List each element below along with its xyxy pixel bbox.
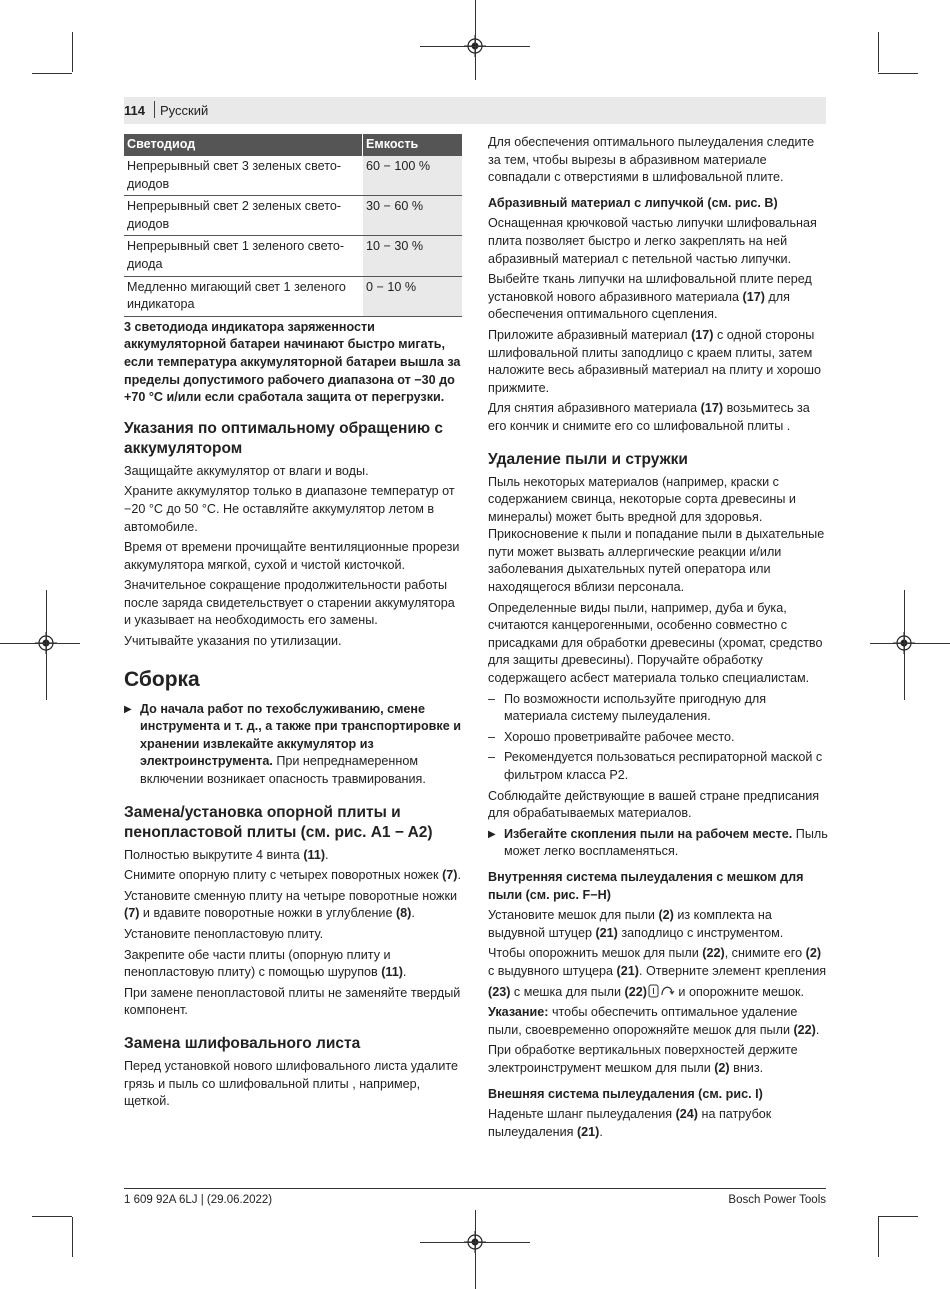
text: и вдавите поворотные ножки в углубление [139, 906, 396, 921]
paragraph [488, 907, 828, 942]
text: Наденьте шланг пылеудаления [488, 1107, 676, 1122]
table-cell: Непрерывный свет 2 зеленых свето-диодов [124, 196, 363, 236]
registration-line [475, 1210, 476, 1289]
text: Чтобы опорожнить мешок для пыли [488, 946, 703, 961]
table-cell: 30 − 60 % [363, 196, 463, 236]
section-heading-dust: Удаление пыли и стружки [488, 450, 688, 468]
battery-temperature-warning: 3 светодиода индикатора заряженности аккумуляторной батареи начинают быстро мигать, если температура аккумуляторной батареи вышла за пределы допустимого рабочего диапазона от −30 до +70 °C и/или если сработала защита от перегрузки. [124, 319, 461, 405]
paragraph: Время от времени прочищайте вентиляционные прорези аккумулятора мягкой, сухой и чистой кисточкой. [124, 540, 460, 572]
paragraph [488, 1042, 828, 1077]
part-reference: (2) [658, 908, 674, 923]
crop-mark [32, 1216, 72, 1217]
text: заподлицо с инструментом. [617, 925, 784, 940]
note-label: Указание: [488, 1005, 549, 1020]
note-paragraph: Указание: чтобы обеспечить оптимальное удаление пыли, своевременно опорожняйте мешок для пыли (22). [488, 1005, 820, 1037]
registration-line [0, 643, 80, 644]
text: Установите мешок для пыли [488, 908, 659, 923]
part-reference: (2) [714, 1060, 730, 1075]
crop-mark [878, 32, 879, 72]
text: с выдувного штуцера [488, 963, 617, 978]
table-header: Емкость [363, 134, 463, 156]
table-cell: Непрерывный свет 1 зеленого свето-диода [124, 236, 363, 276]
text: для обеспечения оптимального сцепления. [488, 289, 790, 322]
paragraph [488, 271, 828, 324]
text: Установите сменную плиту на четыре поворотные ножки [124, 888, 458, 903]
paragraph: Перед установкой нового шлифовального листа удалите грязь и пыль со шлифовальной плиты , например, щеткой. [124, 1058, 459, 1109]
text: на патрубок пылеудаления [488, 1107, 772, 1139]
table-header-row [124, 134, 462, 156]
paragraph: Закрепите обе части плиты (опорную плиту и пенопластовую плиту) с помощью шурупов (11). [124, 947, 407, 980]
footer-doc-id: 1 609 92A 6LJ | (29.06.2022) [124, 1194, 273, 1206]
part-reference: (17) [700, 401, 724, 416]
part-reference: (23) [488, 984, 511, 999]
header-divider [154, 101, 155, 118]
text: с мешка для пыли [510, 984, 625, 999]
table-cell: Медленно мигающий свет 1 зеленого индикатора [124, 276, 363, 316]
paragraph: Наденьте шланг пылеудаления (24) на патрубок пылеудаления (21). [488, 1107, 772, 1139]
part-reference: (21) [595, 925, 618, 940]
assembly-warning-bold: До начала работ по техобслуживанию, смене инструмента и т. д., а также при транспортировке и хранении извлекайте аккумулятор из электроинструмента. [140, 701, 461, 769]
text: Полностью выкрутите 4 винта [124, 847, 304, 862]
paragraph: Оснащенная крючковой частью липучки шлифовальная плита позволяет быстро и легко закреплять на ней абразивный материал с петельной частью липучки. [488, 216, 817, 266]
assembly-warning-text: При непреднамеренном включении возникает опасность травмирования. [140, 754, 426, 787]
paragraph: Пыль некоторых материалов (например, краски с содержанием свинца, некоторые сорта древесины и минералы) может быть вредной для здоровья. Прикосновение к пыли и попадание пыли в дыхательные пути может вызвать аллергические реакции и/или заболевания дыхательных путей оператора или находящегося вблизи персонала. [488, 474, 825, 595]
text: и опорожните мешок. [674, 984, 804, 999]
table-row [124, 156, 462, 196]
footer-brand: Bosch Power Tools [728, 1194, 826, 1206]
part-reference: (21) [616, 963, 639, 978]
page-language: Русский [160, 103, 209, 118]
part-reference: (22) [793, 1022, 816, 1037]
part-reference: (21) [576, 1124, 600, 1139]
part-reference: (7) [442, 868, 458, 883]
crop-mark [878, 73, 918, 74]
table-cell: Непрерывный свет 3 зеленых свето-диодов [124, 156, 363, 196]
text: Приложите абразивный материал [488, 327, 692, 342]
part-reference: (22) [702, 946, 725, 961]
text: Для снятия абразивного материала [488, 401, 701, 416]
text: из комплекта на выдувной штуцер [488, 908, 772, 940]
text: возьмитесь за его кончик и снимите его со шлифовальной плиты . [488, 401, 810, 433]
section-heading-internal-extraction: Внутренняя система пылеудаления с мешком для пыли (см. рис. F−H) [488, 869, 804, 902]
paragraph: Для обеспечения оптимального пылеудаления следите за тем, чтобы вырезы в абразивном материале совпадали с отверстиями в шлифовальной плите. [488, 135, 815, 185]
list-item: – Рекомендуется пользоваться респираторной маской с фильтром класса P2. [488, 749, 828, 784]
section-heading-velcro: Абразивный материал с липучкой (см. рис. B) [488, 195, 778, 210]
dust-warning-text: Пыль может легко воспламеняться. [504, 826, 828, 859]
part-reference: (7) [124, 906, 140, 921]
section-heading-external-extraction: Внешняя система пылеудаления (см. рис. I) [488, 1086, 763, 1101]
paragraph: Учитывайте указания по утилизации. [124, 634, 342, 649]
paragraph [488, 400, 828, 435]
part-reference: (24) [675, 1107, 698, 1122]
table-header: Светодиод [124, 134, 363, 156]
registration-line [475, 0, 476, 80]
paragraph: Полностью выкрутите 4 винта (11). [124, 847, 329, 862]
paragraph [488, 327, 828, 397]
paragraph: Соблюдайте действующие в вашей стране предписания для обрабатываемых материалов. [488, 788, 820, 821]
paragraph: Храните аккумулятор только в диапазоне температур от −20 °C до 50 °C. Не оставляйте аккумулятор летом в автомобиле. [124, 484, 455, 534]
part-reference: (22) [624, 984, 647, 999]
led-capacity-table [124, 134, 462, 317]
paragraph: Установите сменную плиту на четыре поворотные ножки (7) и вдавите поворотные ножки в углубление (8). [124, 888, 458, 921]
page-number: 114 [124, 103, 145, 118]
text: с одной стороны шлифовальной плиты заподлицо с краем плиты, затем наложите весь абразивный материал на плиту и хорошо прижмите. [488, 327, 822, 395]
assembly-warning [124, 701, 464, 789]
text: При обработке вертикальных поверхностей держите электроинструмент мешком для пыли [488, 1043, 798, 1075]
paragraph: Установите пенопластовую плиту. [124, 927, 324, 941]
text: Выбейте ткань липучки на шлифовальной плите перед установкой нового абразивного материала [488, 272, 812, 304]
section-heading-battery-care: Указания по оптимальному обращению с аккумулятором [124, 419, 444, 457]
list-item: – Хорошо проветривайте рабочее место. [488, 729, 828, 747]
dust-warning-bold: Избегайте скопления пыли на рабочем месте. [504, 826, 793, 841]
table-cell: 0 − 10 % [363, 276, 463, 316]
part-reference: (8) [395, 906, 412, 921]
paragraph: Определенные виды пыли, например, дуба и бука, считаются канцерогенными, особенно совместно с присадками для обработки древесины (хромат, средство для защиты древесины). Поручайте обработку содержащего асбест материала только специалистам. [488, 600, 823, 686]
paragraph: При замене пенопластовой плиты не заменяйте твердый компонент. [124, 985, 461, 1018]
crop-mark [878, 1217, 879, 1257]
crop-mark [878, 1216, 918, 1217]
crop-mark [72, 1217, 73, 1257]
dust-warning [488, 826, 828, 861]
registration-line [904, 590, 905, 700]
section-heading-sanding-sheet: Замена шлифовального листа [124, 1034, 361, 1052]
text: . Отверните элемент крепления [638, 963, 827, 978]
table-cell: 10 − 30 % [363, 236, 463, 276]
table-row [124, 196, 462, 236]
table-row [124, 276, 462, 316]
paragraph: Значительное сокращение продолжительности работы после заряда свидетельствует о старении аккумулятора и указывает на необходимость его замены. [124, 578, 455, 628]
page-header [124, 97, 826, 124]
right-column [488, 134, 828, 1144]
paragraph [488, 945, 828, 1001]
section-heading-assembly: Сборка [124, 667, 200, 691]
text: чтобы обеспечить оптимальное удаление пыли, своевременно опорожняйте мешок для пыли [488, 1005, 798, 1037]
paragraph: Защищайте аккумулятор от влаги и воды. [124, 463, 369, 478]
part-reference: (2) [805, 946, 822, 961]
text: , снимите его [724, 946, 806, 961]
part-reference: (17) [742, 289, 765, 304]
left-column [124, 134, 464, 1114]
table-row [124, 236, 462, 276]
table-cell: 60 − 100 % [363, 156, 463, 196]
unscrew-icon [647, 981, 675, 999]
part-reference: (11) [303, 847, 326, 862]
part-reference: (11) [381, 965, 403, 980]
registration-line [870, 643, 950, 644]
text: Снимите опорную плиту с четырех поворотных ножек [124, 868, 443, 883]
section-heading-plate: Замена/установка опорной плиты и пенопластовой плиты (см. рис. A1 − A2) [124, 803, 433, 841]
registration-line [46, 590, 47, 700]
list-item: – По возможности используйте пригодную для материала систему пылеудаления. [488, 691, 828, 726]
part-reference: (17) [691, 327, 714, 342]
paragraph: Снимите опорную плиту с четырех поворотных ножек (7). [124, 868, 461, 883]
text: Закрепите обе части плиты (опорную плиту и пенопластовую плиту) с помощью шурупов [124, 947, 391, 980]
crop-mark [32, 73, 72, 74]
text: вниз. [729, 1060, 764, 1075]
crop-mark [72, 32, 73, 72]
footer-rule [124, 1188, 826, 1189]
